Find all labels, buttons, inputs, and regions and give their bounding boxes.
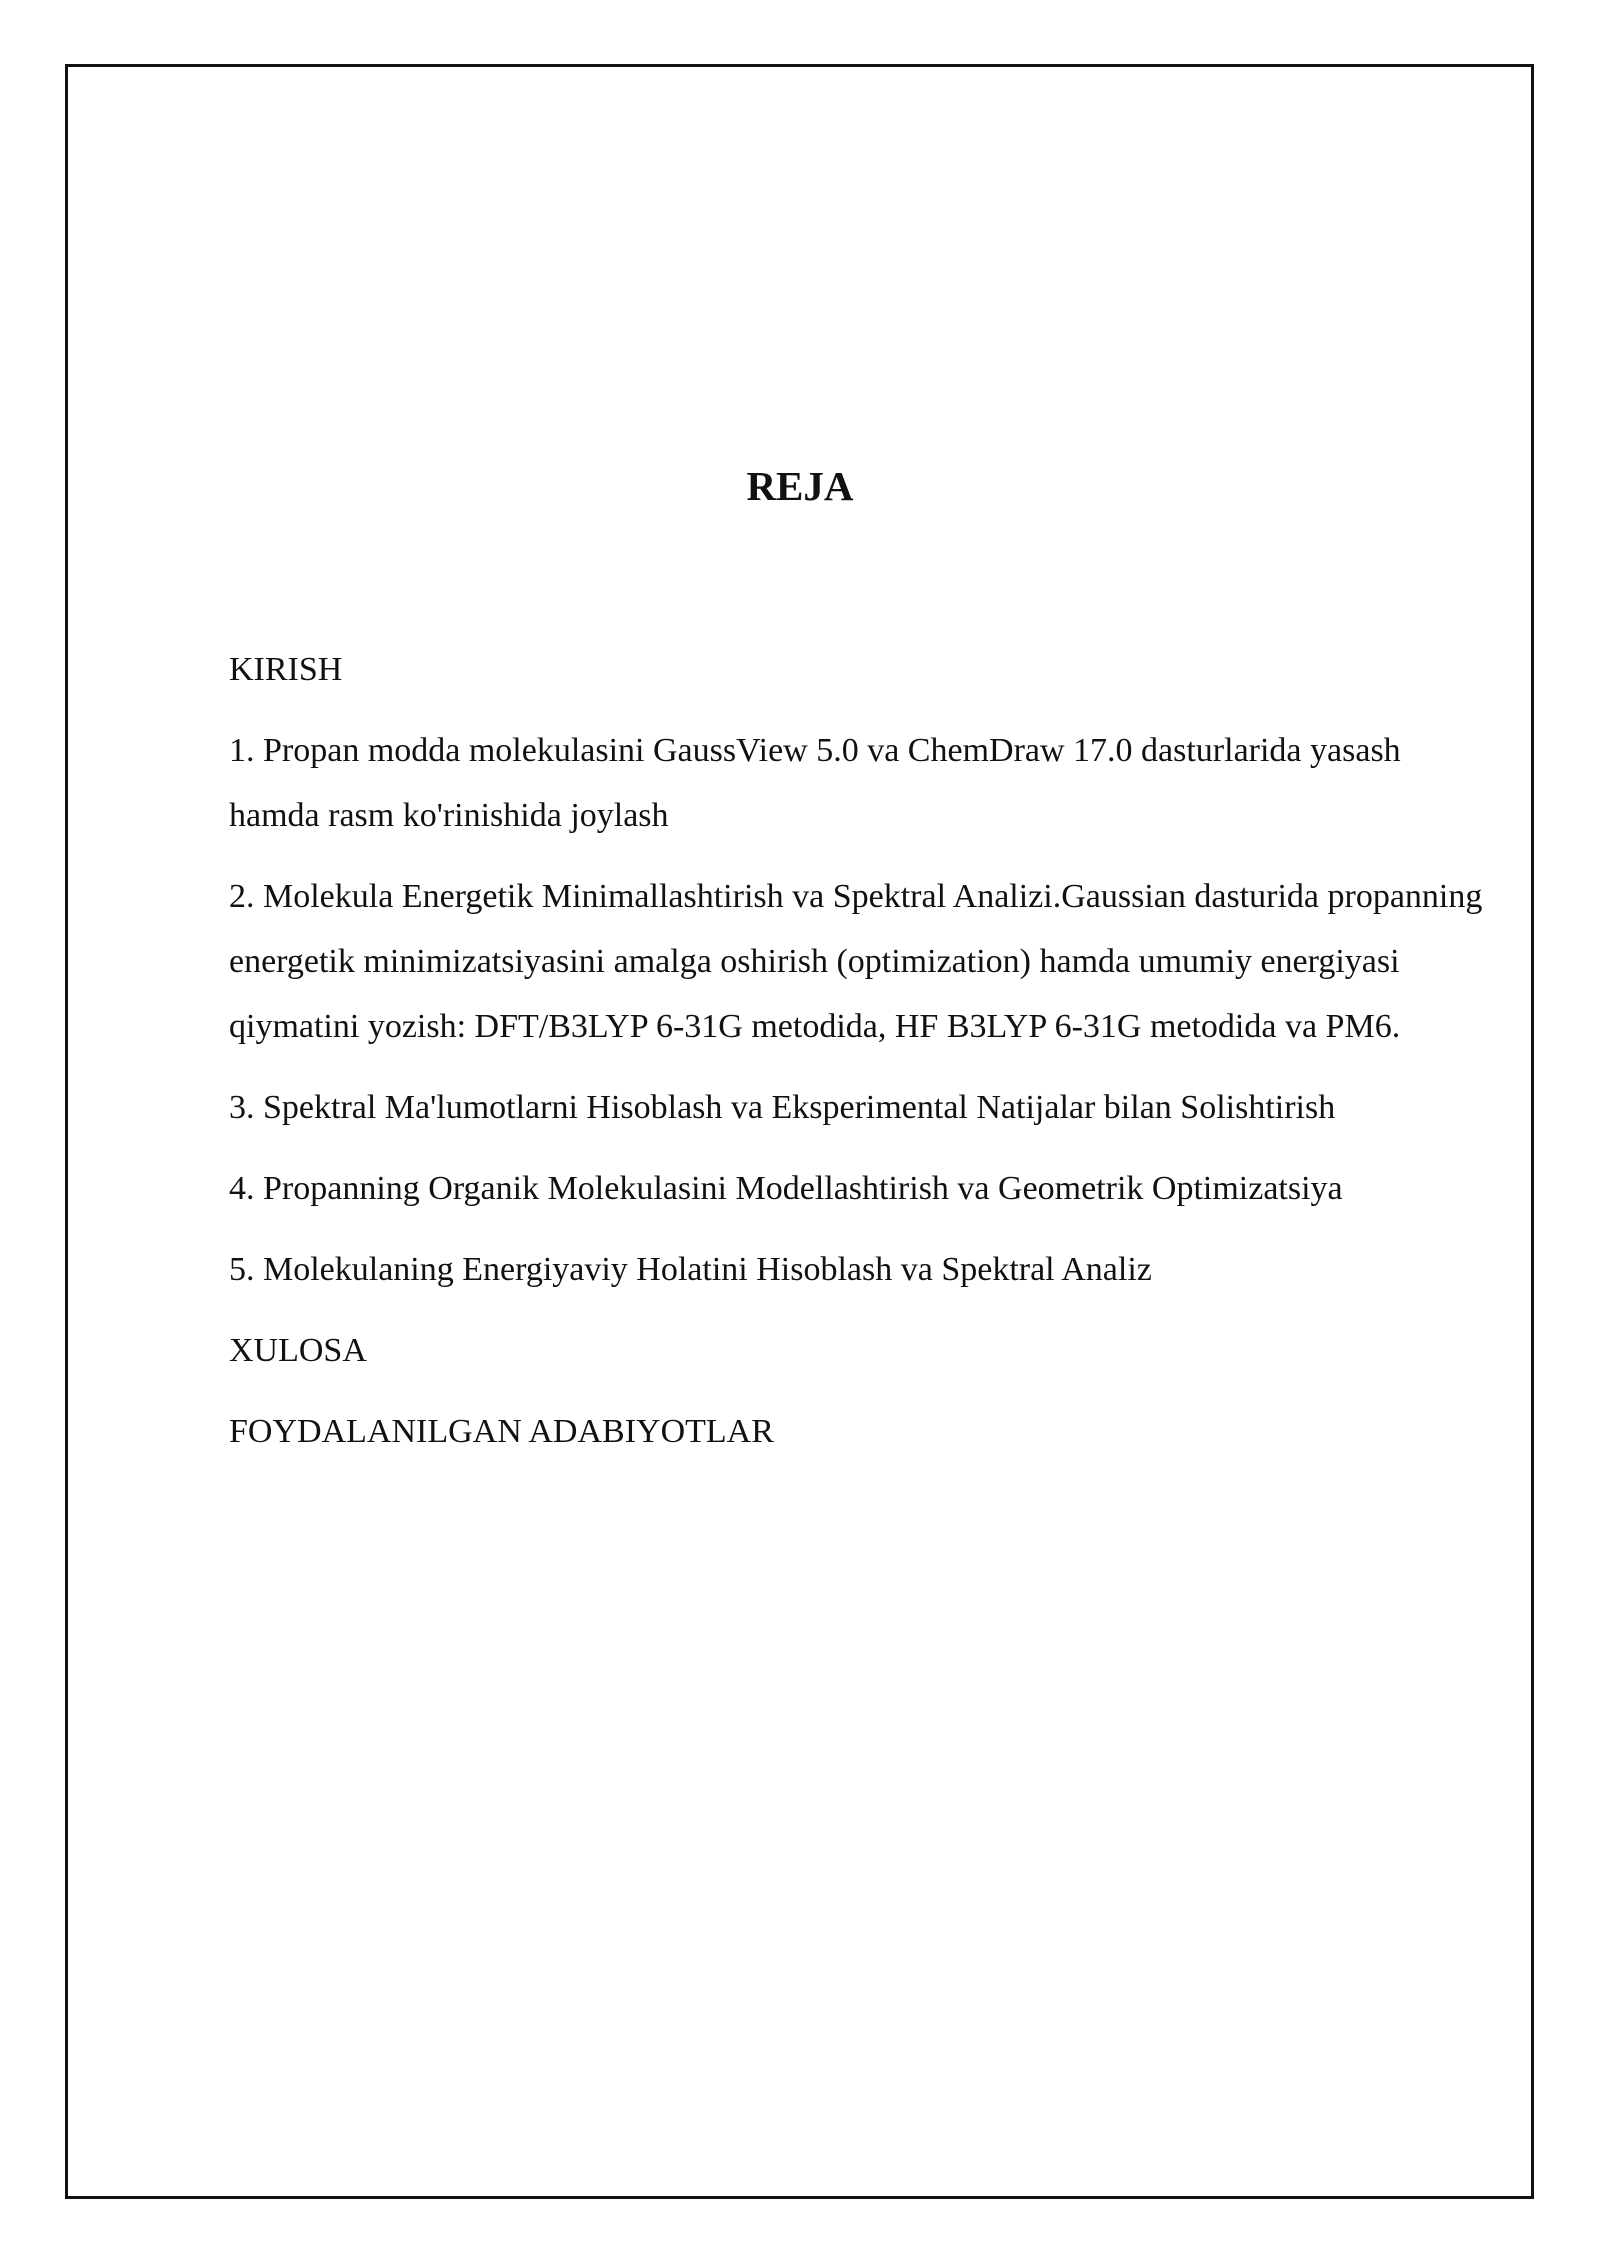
toc-item-4: 4. Propanning Organik Molekulasini Modellashtirish va Geometrik Optimizatsiya <box>229 1170 1343 1207</box>
toc-item-conclusion: XULOSA <box>229 1332 367 1369</box>
page-title: REJA <box>746 463 854 509</box>
toc-item-references: FOYDALANILGAN ADABIYOTLAR <box>229 1413 774 1450</box>
toc-item-introduction: KIRISH <box>229 651 343 688</box>
toc-item-3: 3. Spektral Ma'lumotlarni Hisoblash va Eksperimental Natijalar bilan Solishtirish <box>229 1089 1336 1126</box>
toc-item-2: 2. Molekula Energetik Minimallashtirish va Spektral Analizi.Gaussian dasturida propanning energetik minimizatsiyasini amalga oshirish (optimization) hamda umumiy energiyasi qiymatini yozish: DFT/B3LYP 6-31G metodida, HF B3LYP 6-31G metodida va PM6. <box>229 878 1483 1045</box>
toc-item-5: 5. Molekulaning Energiyaviy Holatini Hisoblash va Spektral Analiz <box>229 1251 1152 1288</box>
toc-item-1: 1. Propan modda molekulasini GaussView 5.0 va ChemDraw 17.0 dasturlarida yasash hamda rasm ko'rinishida joylash <box>229 732 1401 834</box>
table-of-contents <box>229 637 1499 1480</box>
